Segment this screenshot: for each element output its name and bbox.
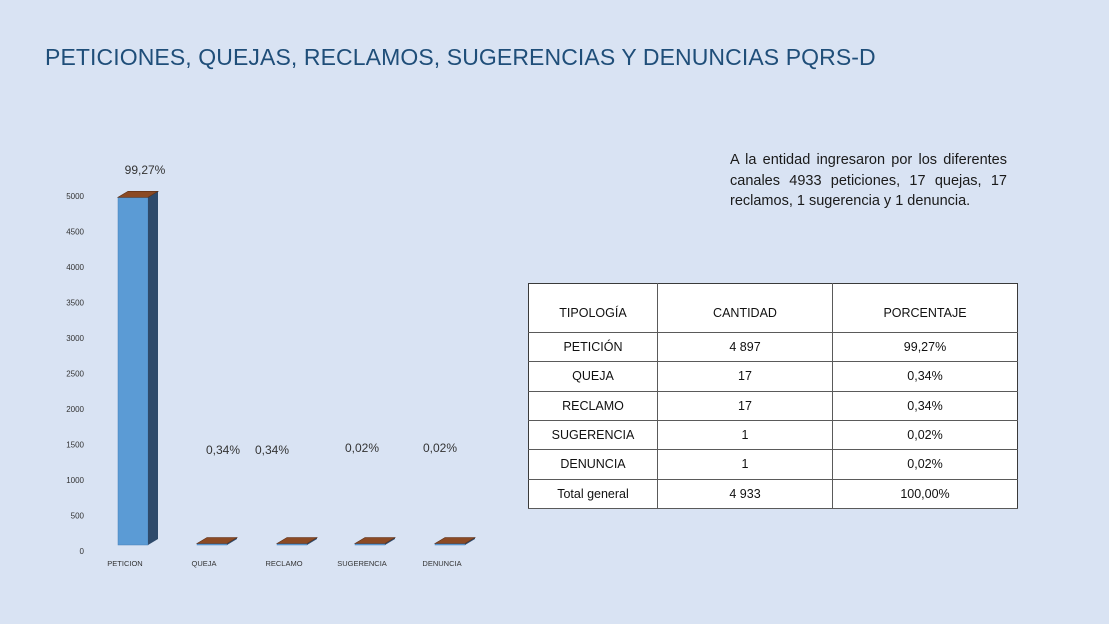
data-label: 0,02% — [344, 441, 380, 455]
x-category-label: PETICION — [107, 559, 143, 568]
data-label: 0,34% — [254, 443, 290, 457]
cell-porcentaje: 0,02% — [833, 420, 1018, 449]
data-label: 99,27% — [124, 163, 166, 177]
cell-porcentaje: 0,34% — [833, 391, 1018, 420]
cell-porcentaje: 100,00% — [833, 479, 1018, 508]
cell-porcentaje: 0,34% — [833, 362, 1018, 391]
summary-table — [528, 283, 1018, 509]
header-cantidad: CANTIDAD — [658, 284, 833, 333]
cell-tipologia: Total general — [529, 479, 658, 508]
y-tick-label: 4500 — [66, 227, 84, 237]
y-tick-label: 1500 — [66, 440, 84, 450]
cell-tipologia: SUGERENCIA — [529, 420, 658, 449]
y-tick-label: 500 — [70, 511, 84, 521]
y-tick-label: 1000 — [66, 476, 84, 485]
x-category-label: SUGERENCIA — [337, 559, 387, 568]
cell-cantidad: 4 897 — [658, 332, 833, 361]
x-category-label: QUEJA — [191, 559, 217, 568]
y-tick-label: 3500 — [66, 298, 84, 308]
x-category-label: RECLAMO — [265, 559, 303, 568]
header-porcentaje: PORCENTAJE — [833, 284, 1018, 333]
y-tick-label: 0 — [79, 547, 84, 556]
cell-tipologia: PETICIÓN — [529, 332, 658, 361]
header-tipologia: TIPOLOGÍA — [529, 284, 658, 333]
data-label: 0,02% — [422, 441, 458, 455]
table-total-row — [529, 479, 1018, 508]
bar-chart — [0, 0, 520, 624]
cell-tipologia: DENUNCIA — [529, 450, 658, 479]
y-tick-label: 5000 — [66, 192, 84, 201]
table-row — [529, 450, 1018, 479]
cell-porcentaje: 99,27% — [833, 332, 1018, 361]
y-tick-label: 2500 — [66, 369, 84, 379]
cell-cantidad: 4 933 — [658, 479, 833, 508]
cell-tipologia: QUEJA — [529, 362, 658, 391]
cell-cantidad: 17 — [658, 362, 833, 391]
table-row — [529, 391, 1018, 420]
bar-front — [118, 197, 148, 545]
cell-cantidad: 1 — [658, 450, 833, 479]
table-header-row — [529, 284, 1018, 333]
y-tick-label: 2000 — [66, 405, 84, 414]
data-label: 0,34% — [205, 443, 241, 457]
cell-cantidad: 1 — [658, 420, 833, 449]
y-tick-label: 3000 — [66, 334, 84, 343]
table-row — [529, 332, 1018, 361]
x-category-label: DENUNCIA — [422, 559, 462, 568]
cell-porcentaje: 0,02% — [833, 450, 1018, 479]
y-tick-label: 4000 — [66, 263, 84, 272]
cell-tipologia: RECLAMO — [529, 391, 658, 420]
table-row — [529, 420, 1018, 449]
table-row — [529, 362, 1018, 391]
bar-side — [148, 191, 158, 545]
cell-cantidad: 17 — [658, 391, 833, 420]
description-text: A la entidad ingresaron por los diferentes canales 4933 peticiones, 17 quejas, 17 reclamos, 1 sugerencia y 1 denuncia. — [730, 152, 1007, 209]
page-title: PETICIONES, QUEJAS, RECLAMOS, SUGERENCIAS Y DENUNCIAS PQRS-D — [45, 44, 876, 70]
